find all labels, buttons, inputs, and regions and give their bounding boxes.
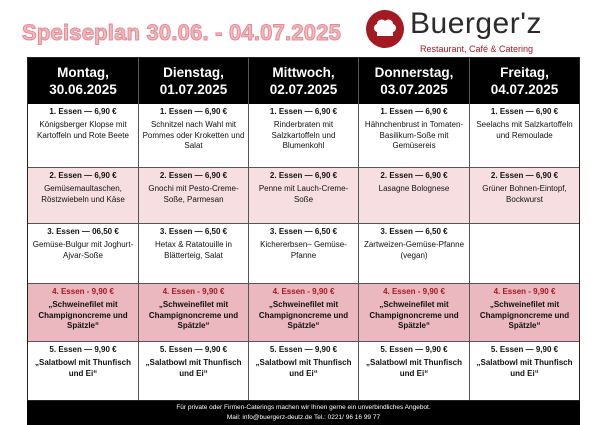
day-date: 03.07.2025 bbox=[380, 82, 448, 97]
menu-cell bbox=[139, 342, 249, 400]
dish-price-label: 3. Essen — 6,50 € bbox=[159, 227, 228, 236]
menu-cell bbox=[139, 104, 249, 168]
day-date: 30.06.2025 bbox=[49, 82, 117, 97]
menu-cell bbox=[249, 104, 359, 168]
dish-price-label: 5. Essen — 9,90 € bbox=[380, 345, 448, 354]
dish-price-label: 2. Essen — 6,90 € bbox=[269, 171, 338, 180]
dish-description: Hähnchenbrust in Tomaten-Basilikum-Soße mit Gemüsereis bbox=[364, 120, 464, 150]
dish-description: „Schweinefilet mit Champignoncreme und Spätzle“ bbox=[38, 300, 128, 330]
menu-cell bbox=[28, 224, 139, 284]
dish-price-label: 1. Essen — 6,90 € bbox=[159, 107, 228, 116]
dish-description: „Salatbowl mit Thunfisch und Ei“ bbox=[34, 358, 131, 378]
dish-description: Penne mit Lauch-Creme-Soße bbox=[258, 184, 349, 204]
chef-hat-icon bbox=[366, 10, 404, 48]
dish-price-label: 2. Essen — 6,90 € bbox=[49, 171, 117, 180]
menu-cell bbox=[249, 224, 359, 284]
dish-description: Zartweizen-Gemüse-Pfanne (vegan) bbox=[363, 240, 465, 260]
dish-price-label: 2. Essen — 6,90 € bbox=[159, 171, 228, 180]
dish-price-label: 3. Essen — 06,50 € bbox=[47, 227, 119, 236]
dish-description: Rinderbraten mit Salzkartoffeln und Blumenkohl bbox=[271, 120, 336, 150]
menu-cell bbox=[470, 284, 579, 342]
dish-price-label: 4. Essen - 9,90 € bbox=[493, 287, 556, 296]
day-date: 04.07.2025 bbox=[490, 82, 559, 97]
dish-price-label: 3. Essen — 6,50 € bbox=[269, 227, 338, 236]
dish-price-label: 1. Essen — 6,90 € bbox=[269, 107, 338, 116]
footer-contact-line: Mail: info@buergerz-deutz.de Tel.: 0221/ 96 16 99 77 bbox=[226, 414, 381, 421]
dish-price-label: 5. Essen — 9,90 € bbox=[269, 345, 338, 354]
dish-price-label: 4. Essen - 9,90 € bbox=[52, 287, 114, 296]
menu-cell bbox=[249, 168, 359, 224]
menu-cell bbox=[139, 284, 249, 342]
dish-description: Gemüsemaultaschen, Röstzwiebeln und Käse bbox=[41, 184, 125, 204]
dish-price-label: 1. Essen — 6,90 € bbox=[490, 107, 559, 116]
dish-description: Königsberger Klopse mit Kartoffeln und Rote Beete bbox=[37, 120, 129, 140]
dish-description: Hetax & Ratatouille in Blätterteig, Salat bbox=[155, 240, 232, 260]
footer-contact bbox=[27, 401, 580, 425]
menu-cell bbox=[359, 284, 470, 342]
menu-cell bbox=[249, 284, 359, 342]
menu-table bbox=[27, 57, 580, 401]
menu-cell bbox=[139, 224, 249, 284]
day-header-freitag bbox=[470, 58, 579, 104]
menu-cell bbox=[28, 342, 139, 400]
menu-cell bbox=[470, 104, 579, 168]
day-date: 01.07.2025 bbox=[159, 82, 228, 97]
menu-cell bbox=[470, 168, 579, 224]
dish-price-label: 3. Essen — 6,50 € bbox=[380, 227, 448, 236]
day-header-mittwoch bbox=[249, 58, 359, 104]
footer-catering-note: Für private oder Firmen-Caterings machen wir Ihnen gerne ein unverbindliches Angebot. bbox=[176, 404, 431, 411]
dish-price-label: 4. Essen - 9,90 € bbox=[272, 287, 335, 296]
dish-price-label: 5. Essen — 9,90 € bbox=[159, 345, 228, 354]
menu-cell bbox=[470, 342, 579, 400]
dish-description: „Schweinefilet mit Champignoncreme und Spätzle“ bbox=[148, 300, 239, 330]
menu-cell bbox=[359, 224, 470, 284]
menu-cell bbox=[359, 342, 470, 400]
day-name: Freitag, bbox=[500, 65, 549, 80]
brand-logo bbox=[366, 7, 596, 60]
dish-description: Kichererbsen– Gemüse-Pfanne bbox=[260, 240, 347, 260]
menu-cell bbox=[28, 284, 139, 342]
dish-description: Lasagne Bolognese bbox=[378, 184, 450, 193]
dish-price-label: 5. Essen — 9,90 € bbox=[490, 345, 559, 354]
dish-description: Gemüse-Bulgur mit Joghurt-Ajvar-Soße bbox=[32, 240, 134, 260]
day-header-montag bbox=[28, 58, 139, 104]
menu-cell bbox=[359, 104, 470, 168]
page-title: Speiseplan 30.06. - 04.07.2025 bbox=[22, 20, 342, 45]
day-header-donnerstag bbox=[359, 58, 470, 104]
dish-price-label: 2. Essen — 6,90 € bbox=[380, 171, 448, 180]
dish-description: „Schweinefilet mit Champignoncreme und Spätzle“ bbox=[479, 300, 570, 330]
day-name: Donnerstag, bbox=[374, 65, 454, 80]
menu-cell bbox=[139, 168, 249, 224]
dish-description: „Salatbowl mit Thunfisch und Ei“ bbox=[365, 358, 462, 378]
menu-cell bbox=[28, 168, 139, 224]
dish-description: Schnitzel nach Wahl mit Pommes oder Kroketten und Salat bbox=[142, 120, 245, 150]
dish-price-label: 4. Essen - 9,90 € bbox=[383, 287, 445, 296]
dish-price-label: 5. Essen — 9,90 € bbox=[49, 345, 117, 354]
dish-description: Grüner Bohnen-Eintopf, Bockwurst bbox=[482, 184, 567, 204]
day-name: Dienstag, bbox=[163, 65, 224, 80]
menu-cell bbox=[28, 104, 139, 168]
dish-description: „Salatbowl mit Thunfisch und Ei“ bbox=[145, 358, 242, 378]
day-date: 02.07.2025 bbox=[269, 82, 338, 97]
dish-description: „Schweinefilet mit Champignoncreme und Spätzle“ bbox=[258, 300, 349, 330]
dish-price-label: 1. Essen — 6,90 € bbox=[49, 107, 117, 116]
day-name: Mittwoch, bbox=[272, 65, 335, 80]
dish-description: Seelachs mit Salzkartoffeln und Remoulade bbox=[476, 120, 573, 140]
dish-description: „Salatbowl mit Thunfisch und Ei“ bbox=[255, 358, 352, 378]
dish-price-label: 4. Essen - 9,90 € bbox=[162, 287, 225, 296]
menu-cell bbox=[359, 168, 470, 224]
dish-description: „Salatbowl mit Thunfisch und Ei“ bbox=[476, 358, 573, 378]
menu-cell bbox=[249, 342, 359, 400]
dish-description: „Schweinefilet mit Champignoncreme und Spätzle“ bbox=[369, 300, 459, 330]
dish-price-label: 1. Essen — 6,90 € bbox=[380, 107, 448, 116]
dish-price-label: 2. Essen — 6,90 € bbox=[490, 171, 559, 180]
day-header-dienstag bbox=[139, 58, 249, 104]
day-name: Montag, bbox=[57, 65, 109, 80]
menu-cell-empty bbox=[470, 224, 579, 284]
brand-name: Buerger'z bbox=[410, 7, 542, 40]
dish-description: Gnochi mit Pesto-Creme-Soße, Parmesan bbox=[148, 184, 239, 204]
brand-tagline: Restaurant, Café & Catering bbox=[420, 44, 534, 54]
